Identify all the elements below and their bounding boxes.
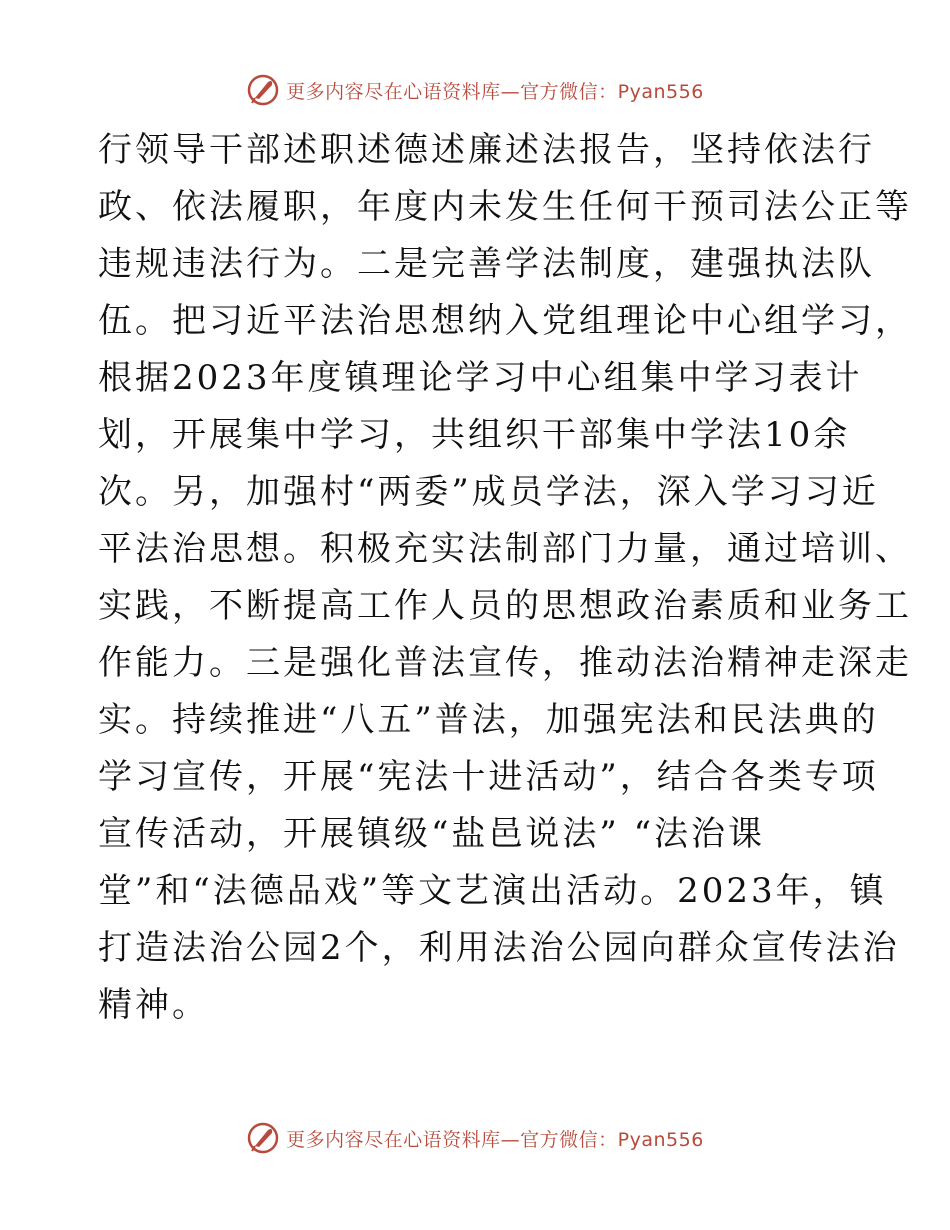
body-line: 堂”和“法德品戏”等文艺演出活动。2023年，镇: [98, 871, 887, 911]
document-body: [98, 122, 912, 1034]
footer-watermark-text: 更多内容尽在心语资料库—官方微信：Pyan556: [286, 1128, 704, 1151]
body-line: 实。持续推进“八五”普法，加强宪法和民法典的: [98, 700, 879, 740]
body-line: 平法治思想。积极充实法制部门力量，通过培训、: [98, 529, 912, 569]
body-line: 违规违法行为。二是完善学法制度，建强执法队: [98, 244, 875, 284]
body-line: 精神。: [98, 985, 209, 1025]
body-line: 宣传活动，开展镇级“盐邑说法” “法治课: [98, 814, 765, 854]
body-line: 伍。把习近平法治思想纳入党组理论中心组学习，: [98, 301, 912, 341]
body-line: 实践，不断提高工作人员的思想政治素质和业务工: [98, 586, 912, 626]
body-line: 次。另，加强村“两委”成员学法，深入学习习近: [98, 472, 879, 512]
quill-pen-logo-icon: [246, 73, 280, 107]
body-line: 根据2023年度镇理论学习中心组集中学习表计: [98, 358, 863, 398]
header-watermark-banner: [0, 70, 950, 110]
body-line: 打造法治公园2个，利用法治公园向群众宣传法治: [98, 928, 900, 968]
quill-pen-logo-icon: [246, 1121, 280, 1155]
body-line: 作能力。三是强化普法宣传，推动法治精神走深走: [98, 643, 912, 683]
footer-watermark-banner: [0, 1118, 950, 1158]
header-watermark-text: 更多内容尽在心语资料库—官方微信：Pyan556: [286, 80, 704, 103]
body-line: 政、依法履职，年度内未发生任何干预司法公正等: [98, 187, 912, 227]
body-line: 行领导干部述职述德述廉述法报告，坚持依法行: [98, 130, 875, 170]
body-line: 划，开展集中学习，共组织干部集中学法10余: [98, 415, 851, 455]
body-line: 学习宣传，开展“宪法十进活动”，结合各类专项: [98, 757, 879, 797]
